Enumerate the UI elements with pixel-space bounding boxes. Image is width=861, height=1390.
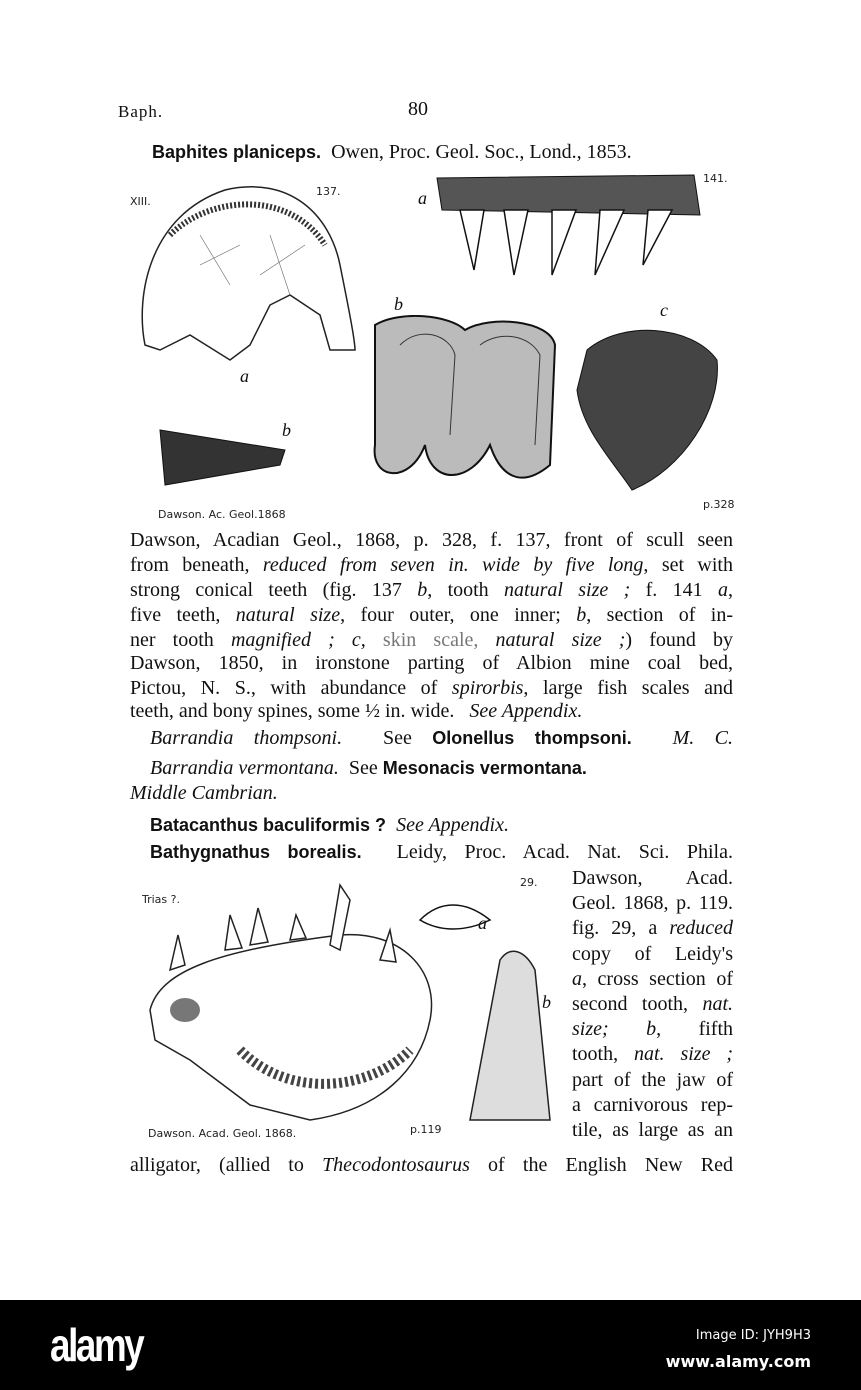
italic-text: b xyxy=(417,579,428,601)
text-line xyxy=(572,916,733,940)
fig141-c-label: c xyxy=(660,300,668,320)
text-segment: , set with xyxy=(643,554,733,576)
text-segment: skin scale, xyxy=(382,629,496,651)
fig137-b-label: b xyxy=(282,420,291,440)
text-segment: Pictou, N. S., with abundance of xyxy=(130,677,452,699)
site-url: www.alamy.com xyxy=(665,1352,811,1371)
species-citation: Owen, Proc. Geol. Soc., Lond., 1853. xyxy=(331,141,632,163)
text-line xyxy=(150,756,733,780)
italic-text: natural size xyxy=(235,604,341,626)
text-line xyxy=(572,891,733,915)
italic-text: size; xyxy=(572,1018,609,1041)
reptile-jaw-illustration xyxy=(140,880,440,1130)
text-segment: teeth, and bony spines, some ½ in. wide. xyxy=(130,700,470,722)
tooth-b-illustration xyxy=(155,425,295,500)
plate-label: XIII. xyxy=(130,195,151,208)
text-line xyxy=(130,676,733,700)
page-number: 80 xyxy=(408,98,428,120)
figure2-page-ref: p.119 xyxy=(410,1123,442,1136)
text-segment xyxy=(632,727,673,749)
italic-text: spirorbis xyxy=(451,677,524,699)
italic-text: natural size ; xyxy=(504,579,631,601)
text-line xyxy=(572,1068,733,1092)
text-segment: f. 141 xyxy=(630,579,718,601)
image-id: Image ID: JYH9H3 xyxy=(695,1328,811,1343)
text-segment: a carnivorous rep- xyxy=(572,1093,733,1116)
skin-scale-illustration xyxy=(572,320,722,495)
italic-text: a xyxy=(717,579,728,601)
fig141-b-label: b xyxy=(394,294,403,314)
fig137-label: 137. xyxy=(316,185,341,198)
text-segment: fig. 29, a xyxy=(572,917,670,940)
figure2-credit: Dawson. Acad. Geol. 1868. xyxy=(148,1127,297,1140)
bold-term: Bathygnathus borealis. xyxy=(150,842,362,862)
text-segment: Dawson, Acadian Geol., 1868, p. 328, f. 137, front of scull seen xyxy=(130,529,733,551)
bold-term: Batacanthus baculiformis ? xyxy=(150,815,387,835)
bold-term: Mesonacis vermontana. xyxy=(382,758,587,778)
text-segment: second tooth, xyxy=(572,993,703,1015)
text-line xyxy=(572,942,733,966)
italic-text: b xyxy=(608,1018,657,1041)
trias-label: Trias ?. xyxy=(142,893,180,906)
text-line xyxy=(130,628,733,652)
text-line xyxy=(150,840,733,864)
skull-illustration xyxy=(130,175,370,375)
fig29-label: 29. xyxy=(520,876,538,889)
text-segment: part of the jaw of xyxy=(572,1068,733,1091)
text-segment: ner tooth xyxy=(130,629,231,651)
bold-term: Olonellus thompsoni. xyxy=(432,728,632,748)
italic-text: nat. xyxy=(702,993,733,1015)
fig141-label: 141. xyxy=(703,172,728,185)
text-segment xyxy=(386,814,396,836)
italic-text: Barrandia vermontana. xyxy=(150,757,339,779)
italic-text: Thecodontosaurus xyxy=(322,1154,470,1176)
text-line xyxy=(150,726,733,750)
figure-credit: Dawson. Ac. Geol.1868 xyxy=(158,508,286,521)
text-line xyxy=(130,699,733,723)
italic-text: reduced xyxy=(669,917,733,940)
italic-text: reduced from seven in. wide by five long xyxy=(262,554,644,576)
text-segment: , section of in- xyxy=(586,604,734,626)
species-name: Baphites planiceps. xyxy=(152,142,322,162)
figure-page-ref: p.328 xyxy=(703,498,735,511)
italic-text: b xyxy=(576,604,587,626)
jaw-teeth-illustration xyxy=(432,170,707,285)
text-segment: Dawson, 1850, in ironstone parting of Albion mine coal bed, xyxy=(130,652,733,674)
fig29-a-label: a xyxy=(478,913,487,933)
text-segment: Leidy, Proc. Acad. Nat. Sci. Phila. xyxy=(361,841,733,863)
text-line xyxy=(572,992,733,1016)
text-segment: , tooth xyxy=(427,579,505,601)
alamy-logo: alamy xyxy=(50,1319,143,1371)
text-segment: Geol. 1868, p. 119. xyxy=(572,892,733,915)
italic-text: Barrandia thompsoni. xyxy=(150,727,343,749)
fig137-a-label: a xyxy=(240,366,249,386)
text-segment: strong conical teeth (fig. 137 xyxy=(130,579,418,601)
entry-heading xyxy=(152,140,742,164)
text-line xyxy=(130,781,733,805)
text-segment: , four outer, one inner; xyxy=(340,604,577,626)
text-segment: , fifth xyxy=(656,1018,734,1041)
fig29-b-label: b xyxy=(542,992,551,1012)
tooth-detail-illustration xyxy=(415,900,555,1130)
text-segment: tile, as large as an xyxy=(572,1119,733,1141)
text-line xyxy=(130,651,733,675)
italic-text: See Appendix. xyxy=(469,700,583,722)
text-line xyxy=(572,1042,733,1066)
fig141-a-label: a xyxy=(418,188,427,208)
italic-text: Middle Cambrian. xyxy=(130,782,278,804)
italic-text: c, xyxy=(334,629,383,651)
text-line xyxy=(572,1017,733,1041)
text-segment: copy of Leidy's xyxy=(572,942,733,965)
text-segment: tooth, xyxy=(572,1043,634,1066)
text-line xyxy=(572,1118,733,1142)
italic-text: nat. size ; xyxy=(634,1043,733,1066)
text-line xyxy=(130,553,733,577)
text-segment: , xyxy=(727,579,733,601)
text-segment: five teeth, xyxy=(130,604,236,626)
italic-text: M. C. xyxy=(672,727,734,749)
watermark-bar xyxy=(0,1300,861,1390)
text-segment: alligator, (allied to xyxy=(130,1154,323,1176)
text-line xyxy=(572,1093,733,1117)
text-line xyxy=(130,1153,733,1177)
text-line xyxy=(572,866,733,890)
text-segment: See xyxy=(342,727,433,749)
tooth-section-illustration xyxy=(370,315,560,485)
italic-text: magnified ; xyxy=(230,629,335,651)
text-segment: Dawson, Acad. xyxy=(572,867,733,889)
text-segment: of the English New Red xyxy=(469,1154,734,1176)
text-line xyxy=(130,578,733,602)
text-segment: from beneath, xyxy=(130,554,263,576)
text-segment: ) found by xyxy=(625,629,734,651)
text-line xyxy=(572,967,733,991)
text-segment: , cross section of xyxy=(582,967,733,990)
text-segment: , large fish scales and xyxy=(523,677,733,699)
text-line xyxy=(130,603,733,627)
text-line xyxy=(150,813,733,837)
italic-text: natural size ; xyxy=(495,629,626,651)
text-segment: See xyxy=(338,757,383,779)
text-line xyxy=(130,528,733,552)
italic-text: See Appendix. xyxy=(396,814,509,836)
italic-text: a xyxy=(572,967,582,990)
running-head: Baph. xyxy=(118,102,164,121)
